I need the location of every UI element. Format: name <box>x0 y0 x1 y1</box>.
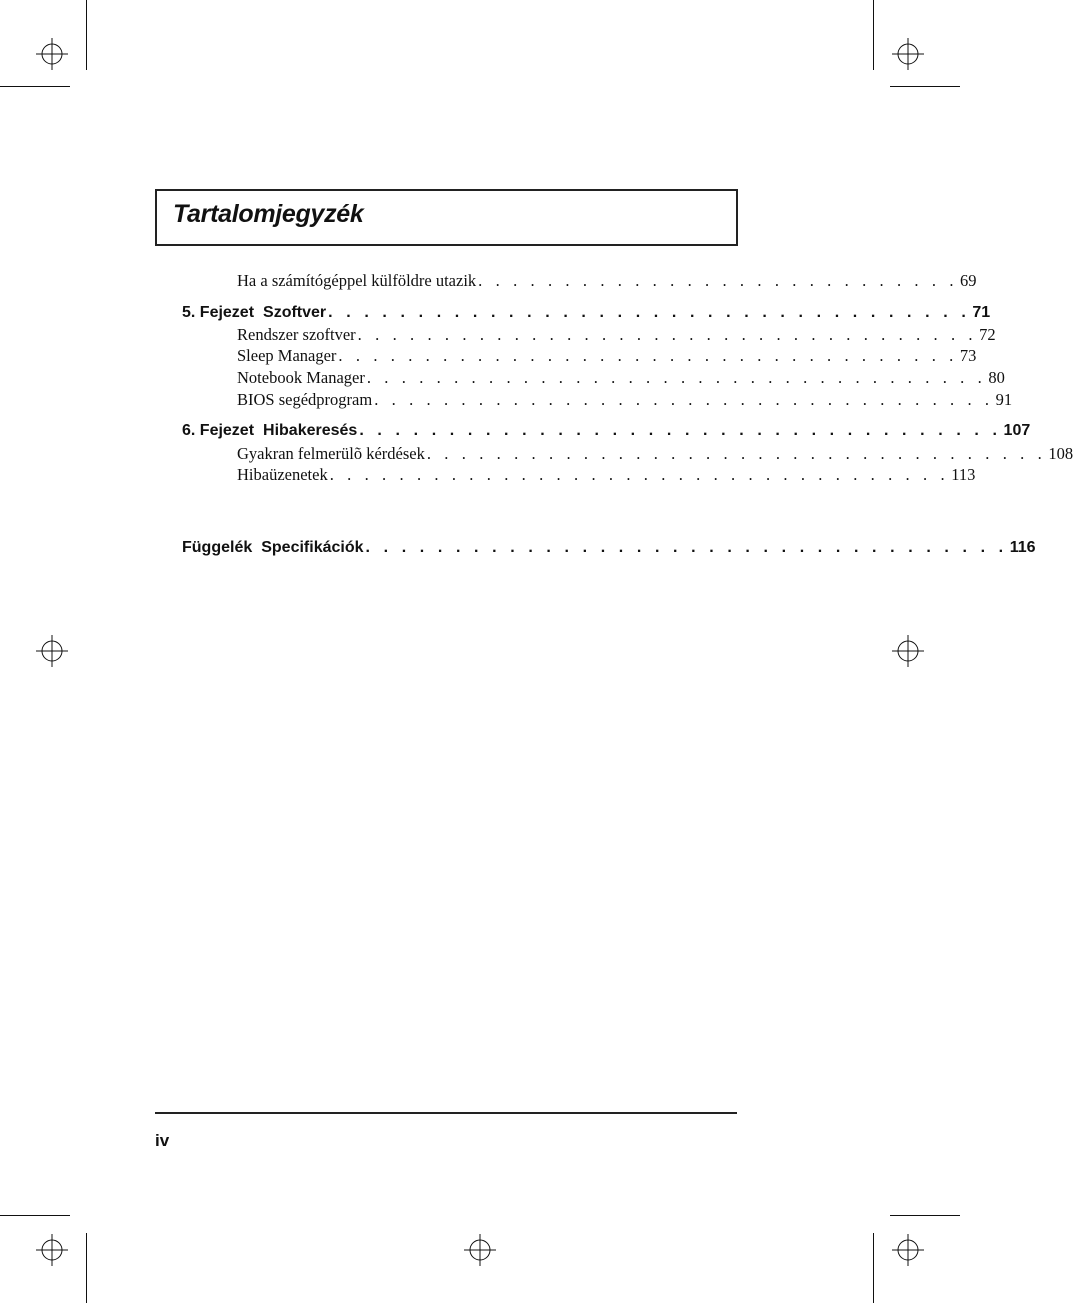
crop-mark <box>890 86 960 87</box>
registration-mark-icon <box>464 1234 496 1266</box>
toc-entry-page: 73 <box>959 346 977 365</box>
dot-leader: . . . . . . . . . . . . . . . . . . . . . . . . . . . . . . . . . . . . <box>328 304 971 321</box>
registration-mark-icon <box>892 38 924 70</box>
toc-entry-label: Gyakran felmerülõ kérdések <box>237 444 425 463</box>
crop-mark <box>86 0 87 70</box>
dot-leader: . . . . . . . . . . . . . . . . . . . . . . . . . . . . . . . . . . . . <box>366 368 987 387</box>
toc-entry-page: 108 <box>1048 444 1073 463</box>
crop-mark <box>873 0 874 70</box>
dot-leader: . . . . . . . . . . . . . . . . . . . . . . . . . . . . . . . . . . . . <box>329 465 950 484</box>
toc-entry[interactable] <box>237 368 1005 388</box>
toc-entry-label: Hibaüzenetek <box>237 465 328 484</box>
dot-leader: . . . . . . . . . . . . . . . . . . . . . . . . . . . . . . . . . . . . <box>357 325 978 344</box>
crop-mark <box>890 1215 960 1216</box>
toc-entry-page: 107 <box>1003 422 1031 439</box>
toc-entry-label: Ha a számítógéppel külföldre utazik <box>237 271 477 290</box>
toc-entry-label: Specifikációk <box>261 539 364 556</box>
toc-entry-page: 116 <box>1009 539 1036 556</box>
toc-entry-label: Hibakeresés <box>263 422 358 439</box>
toc-chapter-entry[interactable] <box>182 304 991 322</box>
registration-mark-icon <box>36 635 68 667</box>
crop-mark <box>0 1215 70 1216</box>
registration-mark-icon <box>892 1234 924 1266</box>
registration-mark-icon <box>36 1234 68 1266</box>
toc-entry[interactable] <box>237 444 1073 464</box>
dot-leader: . . . . . . . . . . . . . . . . . . . . . . . . . . . . . . . . . . . . <box>338 346 958 365</box>
crop-mark <box>0 86 70 87</box>
toc-entry[interactable] <box>237 325 996 345</box>
title-box <box>155 189 738 246</box>
registration-mark-icon <box>892 635 924 667</box>
toc-entry-label: BIOS segédprogram <box>237 390 373 409</box>
toc-entry[interactable] <box>237 465 976 485</box>
toc-entry-page: 113 <box>951 465 976 484</box>
toc-chapter-entry[interactable] <box>182 539 1036 557</box>
toc-entry-label: Szoftver <box>263 304 327 321</box>
toc-chapter-entry[interactable] <box>182 422 1031 440</box>
crop-mark <box>873 1233 874 1303</box>
chapter-number: Függelék <box>182 539 253 556</box>
toc-entry[interactable] <box>237 271 977 291</box>
dot-leader: . . . . . . . . . . . . . . . . . . . . . . . . . . . . . . . . . . . . <box>365 539 1008 556</box>
toc-entry-page: 80 <box>988 368 1005 387</box>
toc-entry-page: 72 <box>979 325 996 344</box>
page-number: iv <box>155 1131 170 1150</box>
chapter-number: 5. Fejezet <box>182 304 255 321</box>
chapter-number: 6. Fejezet <box>182 422 255 439</box>
toc-entry-label: Sleep Manager <box>237 346 337 365</box>
toc-entry[interactable] <box>237 346 977 366</box>
registration-mark-icon <box>36 38 68 70</box>
footer-rule <box>155 1112 737 1114</box>
page-title: Tartalomjegyzék <box>173 200 364 228</box>
toc-entry-label: Rendszer szoftver <box>237 325 356 344</box>
dot-leader: . . . . . . . . . . . . . . . . . . . . . . . . . . . . . . . . . . . . <box>426 444 1047 463</box>
dot-leader: . . . . . . . . . . . . . . . . . . . . . . . . . . . . . . . . . . . . <box>359 422 1002 439</box>
crop-mark <box>86 1233 87 1303</box>
toc-entry-page: 69 <box>960 271 977 290</box>
toc-entry-page: 71 <box>972 304 991 321</box>
dot-leader: . . . . . . . . . . . . . . . . . . . . . . . . . . . . <box>478 271 959 290</box>
dot-leader: . . . . . . . . . . . . . . . . . . . . . . . . . . . . . . . . . . . . <box>374 390 994 409</box>
toc-entry-page: 91 <box>995 390 1013 409</box>
toc-entry-label: Notebook Manager <box>237 368 365 387</box>
toc-entry[interactable] <box>237 390 1013 410</box>
